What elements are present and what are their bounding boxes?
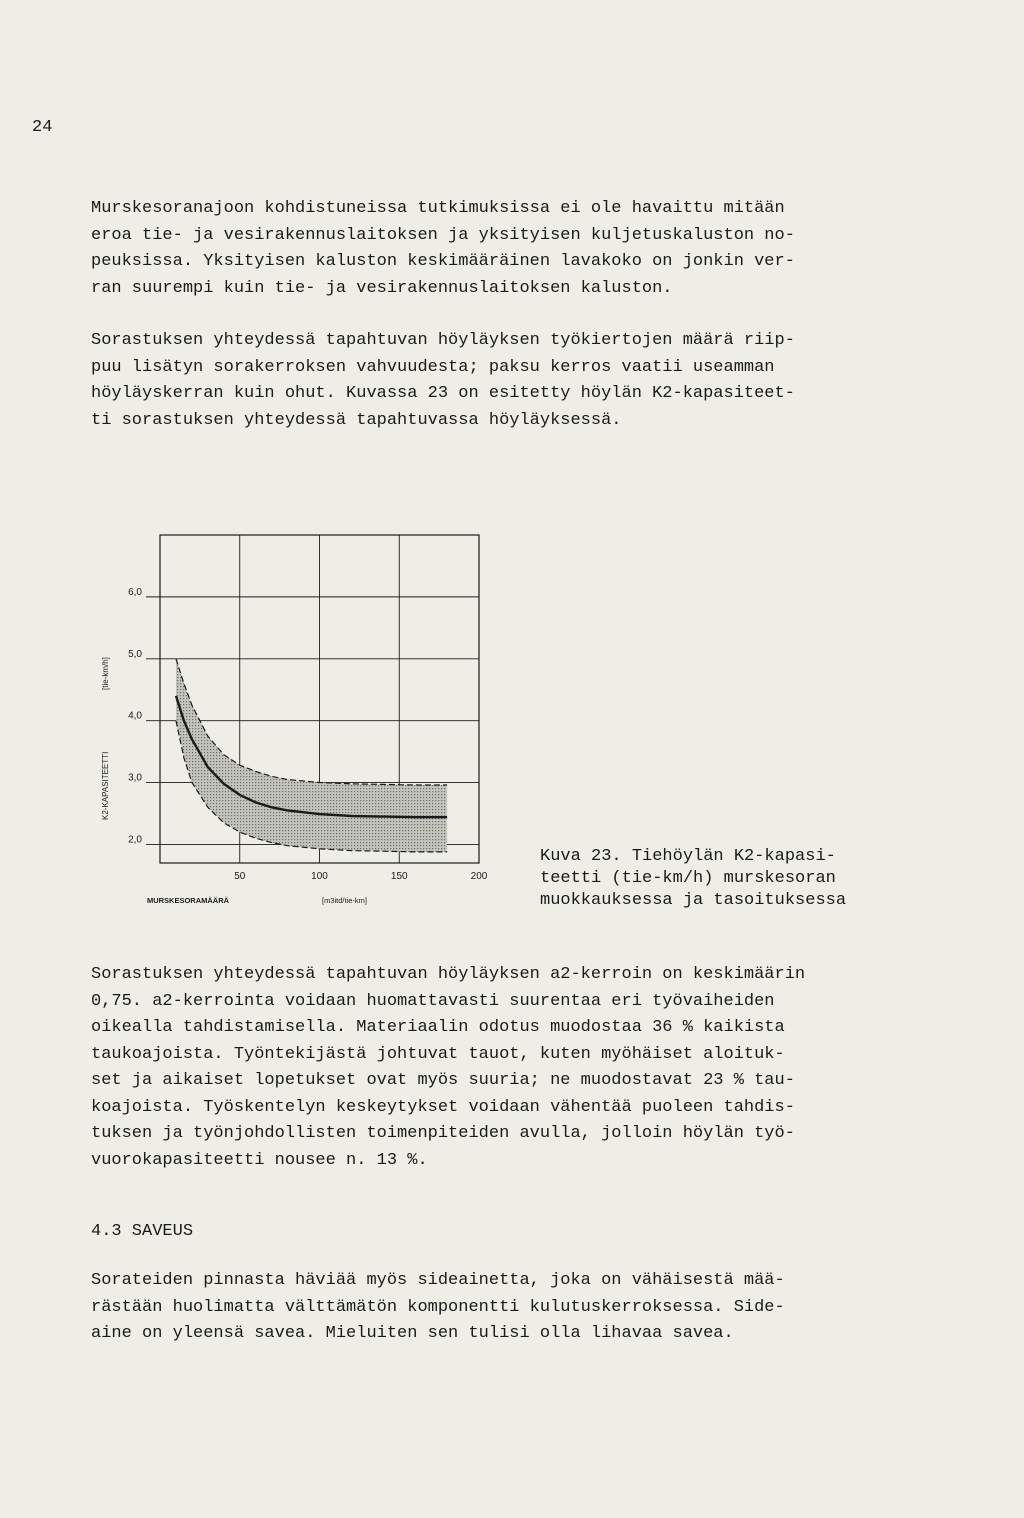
caption-line: muokkauksessa ja tasoituksessa [540,891,847,910]
y-tick-labels [128,587,142,846]
figure-caption [540,846,846,912]
text-line: vuorokapasiteetti nousee n. 13 %. [91,1150,428,1170]
x-axis-label: MURSKESORAMÄÄRÄ [146,896,230,905]
section-heading: 4.3 SAVEUS [91,1222,194,1241]
y-tick-label: 4,0 [128,710,142,722]
y-tick-label: 3,0 [128,772,142,784]
text-line: rästään huolimatta välttämätön komponentti kulutuskerroksessa. Side- [91,1297,785,1317]
text-line: höyläyskerran kuin ohut. Kuvassa 23 on esitetty höylän K2-kapasiteet- [91,384,795,403]
x-tick-label: 200 [470,871,488,882]
x-tick-label: 100 [311,871,328,882]
x-tick-label: 150 [390,871,408,882]
text-line: eroa tie- ja vesirakennuslaitoksen ja yksityisen kuljetuskaluston no- [91,225,795,245]
x-tick-label: 50 [234,871,246,882]
x-tick-labels [234,871,488,882]
y-axis-unit: [tie-km/h] [101,657,110,690]
text-line: puu lisätyn sorakerroksen vahvuudesta; paksu kerros vaatii useamman [91,357,775,377]
caption-line: teetti (tie-km/h) murskesoran [540,869,836,888]
text-line: koajoista. Työskentelyn keskeytykset voidaan vähentää puoleen tahdis- [91,1097,795,1117]
x-axis-unit: [m3itd/tie-km] [322,896,368,905]
text-line: Sorastuksen yhteydessä tapahtuvan höyläyksen työkiertojen määrä riip- [91,331,795,350]
text-line: set ja aikaiset lopetukset ovat myös suuria; ne muodostavat 23 % tau- [91,1071,795,1090]
text-line: Sorastuksen yhteydessä tapahtuvan höyläyksen a2-kerroin on keskimäärin [91,965,806,984]
text-line: oikealla tahdistamisella. Materiaalin odotus muodostaa 36 % kaikista [91,1018,785,1037]
text-line: ran suurempi kuin tie- ja vesirakennuslaitoksen kaluston. [91,278,673,298]
text-line: Murskesoranajoon kohdistuneissa tutkimuksissa ei ole havaittu mitään [91,199,785,218]
y-axis-label: K2-KAPASITEETTI [101,751,110,820]
caption-line: Kuva 23. Tiehöylän K2-kapasi- [540,847,836,866]
capacity-chart [96,530,496,920]
text-line: ti sorastuksen yhteydessä tapahtuvassa höyläyksessä. [91,410,622,430]
text-line: Sorateiden pinnasta häviää myös sideainetta, joka on vähäisestä mää- [91,1271,785,1290]
y-tick-label: 5,0 [128,648,142,660]
text-line: 0,75. a2-kerrointa voidaan huomattavasti suurentaa eri työvaiheiden [91,991,775,1011]
text-line: aine on yleensä savea. Mieluiten sen tulisi olla lihavaa savea. [91,1324,734,1343]
y-tick-label: 2,0 [128,834,142,846]
paragraph-3 [91,962,901,1174]
paragraph-2 [91,328,901,434]
paragraph-1 [91,196,901,302]
paragraph-4 [91,1268,901,1348]
text-line: taukoajoista. Työntekijästä johtuvat tauot, kuten myöhäiset aloituk- [91,1044,785,1064]
capacity-band [176,659,447,852]
text-line: peuksissa. Yksityisen kaluston keskimääräinen lavakoko on jonkin ver- [91,252,795,271]
page-number: 24 [32,118,53,137]
text-line: tuksen ja työnjohdollisten toimenpiteiden avulla, jolloin höylän työ- [91,1124,795,1143]
y-tick-label: 6,0 [128,586,142,598]
